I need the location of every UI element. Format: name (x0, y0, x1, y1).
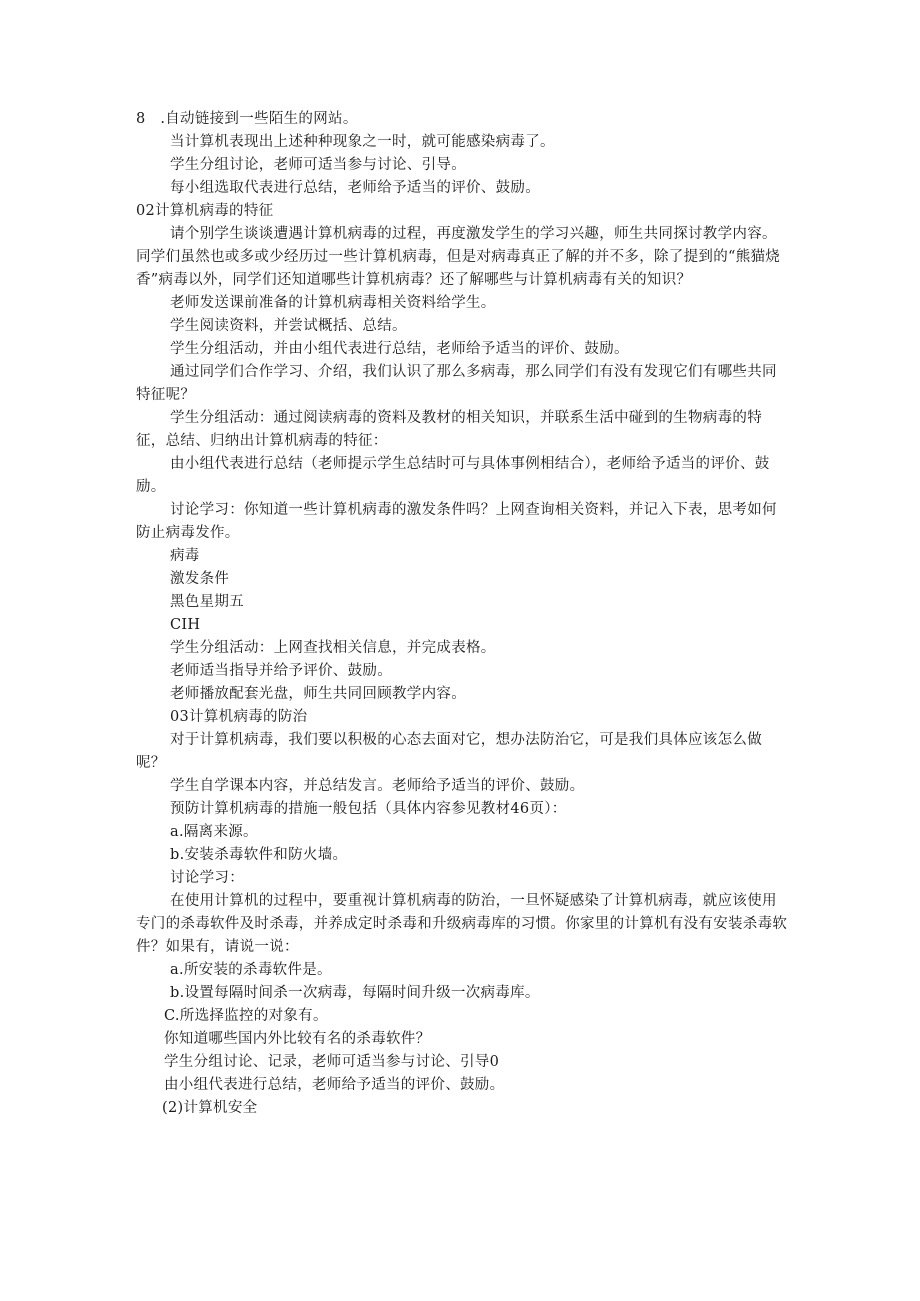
paragraph: 老师播放配套光盘，师生共同回顾教学内容。 (170, 686, 466, 702)
paragraph: 对于计算机病毒，我们要以积极的心态去面对它，想办法防治它，可是我们具体应该怎么做呢？ (136, 732, 762, 771)
list-item: a.所安装的杀毒软件是。 (170, 962, 332, 978)
list-item: b.设置每隔时间杀一次病毒，每隔时间升级一次病毒库。 (170, 985, 540, 1001)
paragraph: 学生分组活动，并由小组代表进行总结，老师给予适当的评价、鼓励。 (170, 341, 629, 357)
paragraph: 每小组选取代表进行总结，老师给予适当的评价、鼓励。 (170, 180, 540, 196)
paragraph: 学生自学课本内容，并总结发言。老师给予适当的评价、鼓励。 (170, 778, 585, 794)
paragraph: 由小组代表进行总结，老师给予适当的评价、鼓励。 (164, 1077, 505, 1093)
table-cell-text: 激发条件 (170, 571, 230, 587)
paragraph: 在使用计算机的过程中，要重视计算机病毒的防治，一旦怀疑感染了计算机病毒，就应该使用专门的杀毒软件及时杀毒，并养成定时杀毒和升级病毒库的习惯。你家里的计算机有没有安装杀毒软件？如果有，请说一说： (136, 893, 788, 955)
paragraph: 通过同学们合作学习、介绍，我们认识了那么多病毒，那么同学们有没有发现它们有哪些共同特征呢？ (136, 364, 777, 403)
section-heading: (2)计算机安全 (162, 1100, 258, 1116)
paragraph: 学生分组讨论、记录，老师可适当参与讨论、引导0 (164, 1054, 500, 1070)
table-cell-text: 黑色星期五 (170, 594, 244, 610)
paragraph: 学生分组讨论，老师可适当参与讨论、引导。 (170, 157, 466, 173)
paragraph: 老师适当指导并给予评价、鼓励。 (170, 663, 392, 679)
section-heading: 03计算机病毒的防治 (170, 709, 308, 725)
paragraph: 预防计算机病毒的措施一般包括（具体内容参见教材46页）： (170, 801, 567, 817)
section-heading: 02计算机病毒的特征 (136, 203, 274, 219)
list-item: b.安装杀毒软件和防火墙。 (170, 847, 348, 863)
paragraph: 8 .自动链接到一些陌生的网站。 (136, 111, 358, 127)
paragraph: 请个别学生谈谈遭遇计算机病毒的过程，再度激发学生的学习兴趣，师生共同探讨教学内容。同学们虽然也或多或少经历过一些计算机病毒，但是对病毒真正了解的并不多，除了提到的“熊猫烧香”病毒以外，同学们还知道哪些计算机病毒？还了解哪些与计算机病毒有关的知识？ (136, 226, 781, 288)
paragraph: 学生分组活动：通过阅读病毒的资料及教材的相关知识，并联系生活中碰到的生物病毒的特征，总结、归纳出计算机病毒的特征： (136, 410, 762, 449)
list-item: a.隔离来源。 (170, 824, 258, 840)
paragraph: 老师发送课前准备的计算机病毒相关资料给学生。 (170, 295, 496, 311)
paragraph: 学生分组活动：上网查找相关信息，并完成表格。 (170, 640, 496, 656)
paragraph: 学生阅读资料，并尝试概括、总结。 (170, 318, 407, 334)
paragraph: 你知道哪些国内外比较有名的杀毒软件？ (164, 1031, 431, 1047)
document-body (136, 108, 788, 1120)
paragraph: 讨论学习： (170, 870, 244, 886)
table-cell-text: 病毒 (170, 548, 200, 564)
list-item: C.所选择监控的对象有。 (164, 1008, 328, 1024)
paragraph: 讨论学习：你知道一些计算机病毒的激发条件吗？上网查询相关资料，并记入下表，思考如何防止病毒发作。 (136, 502, 777, 541)
paragraph: 由小组代表进行总结（老师提示学生总结时可与具体事例相结合），老师给予适当的评价、鼓励。 (136, 456, 770, 495)
table-cell-text: CIH (170, 617, 201, 633)
paragraph: 当计算机表现出上述种种现象之一时，就可能感染病毒了。 (170, 134, 555, 150)
